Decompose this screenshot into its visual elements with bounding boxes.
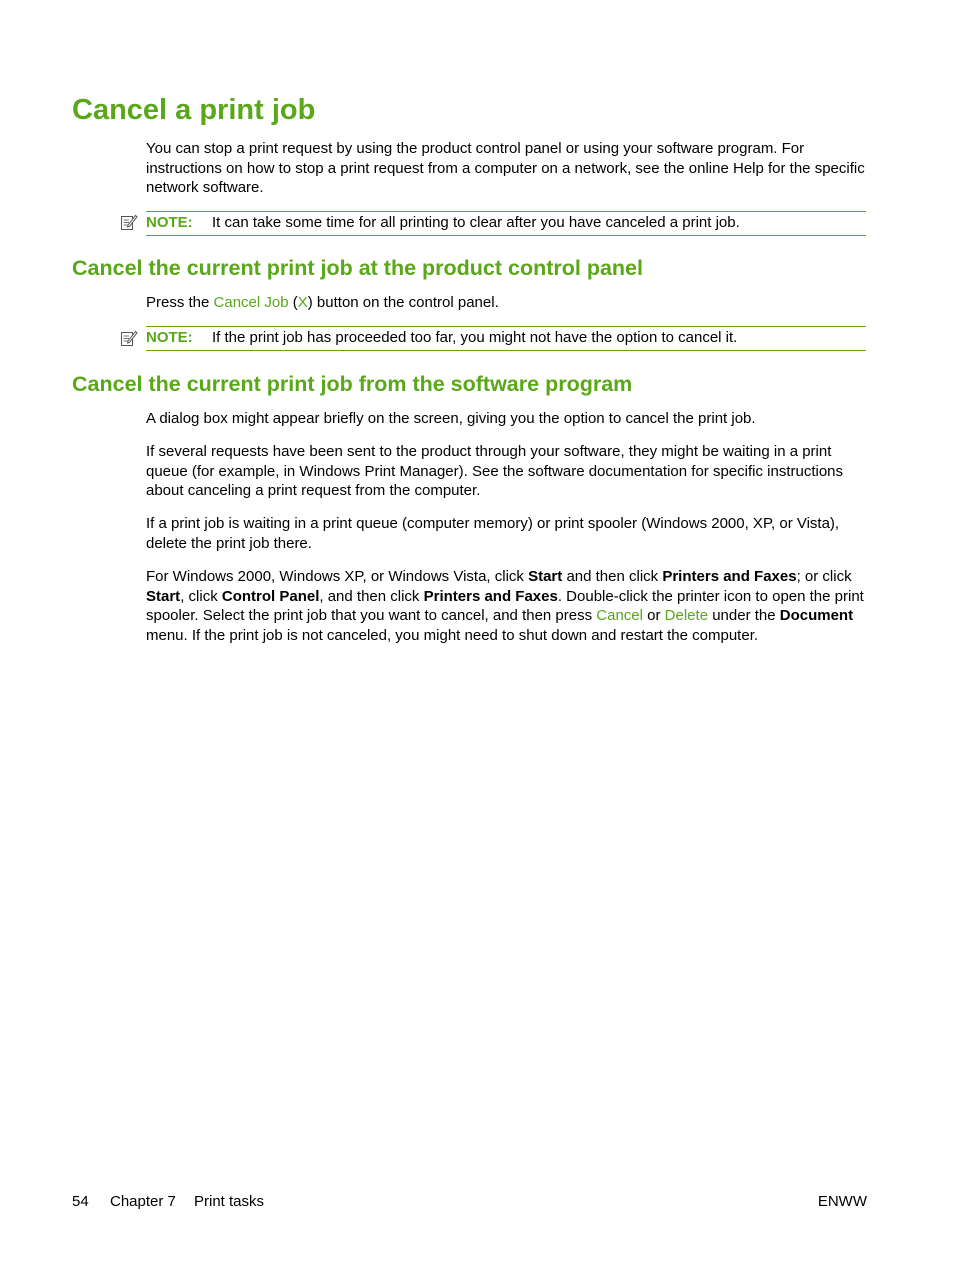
software-paragraph-4	[146, 567, 868, 645]
section-heading-control-panel: Cancel the current print job at the product control panel	[72, 256, 643, 280]
bold-term: Start	[146, 587, 181, 605]
note-box	[146, 326, 866, 351]
software-paragraph-2: If several requests have been sent to the product through your software, they might be waiting in a print queue (for example, in Windows Print Manager). See the software documentation for specific instructions about canceling a print request from the computer.	[146, 443, 844, 500]
section-heading-software: Cancel the current print job from the software program	[72, 372, 633, 396]
text-run: under the	[708, 607, 780, 625]
bold-term: Printers and Faxes	[662, 568, 797, 585]
software-paragraph-1: A dialog box might appear briefly on the screen, giving you the option to cancel the print job.	[146, 410, 756, 427]
text-run: (	[288, 294, 298, 311]
text-run: , and then click	[319, 587, 424, 605]
control-panel-paragraph	[146, 293, 868, 313]
text-run: or	[642, 607, 665, 625]
text-run: Press the	[146, 294, 214, 311]
x-button-symbol[interactable]: X	[297, 294, 308, 311]
note-pencil-icon	[120, 213, 138, 231]
note-pencil-icon	[120, 329, 138, 347]
text-run: and then click	[562, 568, 663, 585]
note-box	[146, 211, 866, 236]
bold-term: Document	[779, 607, 854, 625]
text-run: . Double-click the printer icon to open the print spooler. Select the print job that you want to cancel, and then press	[146, 587, 864, 625]
footer-enww: ENWW	[817, 1193, 867, 1210]
page-title: Cancel a print job	[72, 94, 316, 126]
cancel-link[interactable]: Cancel	[596, 607, 643, 625]
text-run: ) button on the control panel.	[307, 294, 499, 311]
bold-term: Control Panel	[221, 587, 320, 605]
software-paragraph-3: If a print job is waiting in a print queue (computer memory) or print spooler (Windows 2000, XP, or Vista), delete the print job there.	[146, 515, 840, 552]
bold-term: Start	[528, 568, 563, 585]
text-run: menu. If the print job is not canceled, you might need to shut down and restart the computer.	[146, 626, 759, 644]
bold-term: Printers and Faxes	[423, 587, 558, 605]
text-run: For Windows 2000, Windows XP, or Windows Vista, click	[146, 568, 529, 585]
footer-chapter-title: Print tasks	[194, 1193, 265, 1210]
cancel-job-link[interactable]: Cancel Job	[213, 294, 289, 311]
footer-chapter: Chapter 7	[110, 1193, 176, 1210]
note-label: NOTE:	[146, 329, 193, 346]
delete-link[interactable]: Delete	[664, 607, 709, 625]
note-label: NOTE:	[146, 214, 193, 231]
footer-page-number: 54	[72, 1193, 89, 1210]
note-text: It can take some time for all printing to clear after you have canceled a print job.	[212, 214, 740, 231]
intro-paragraph: You can stop a print request by using the product control panel or using your software program. For instructions on how to stop a print request from a computer on a network, see the online Help for the specific network software.	[146, 140, 865, 197]
text-run: ; or click	[796, 568, 852, 585]
note-text: If the print job has proceeded too far, you might not have the option to cancel it.	[212, 329, 738, 346]
text-run: , click	[180, 587, 222, 605]
